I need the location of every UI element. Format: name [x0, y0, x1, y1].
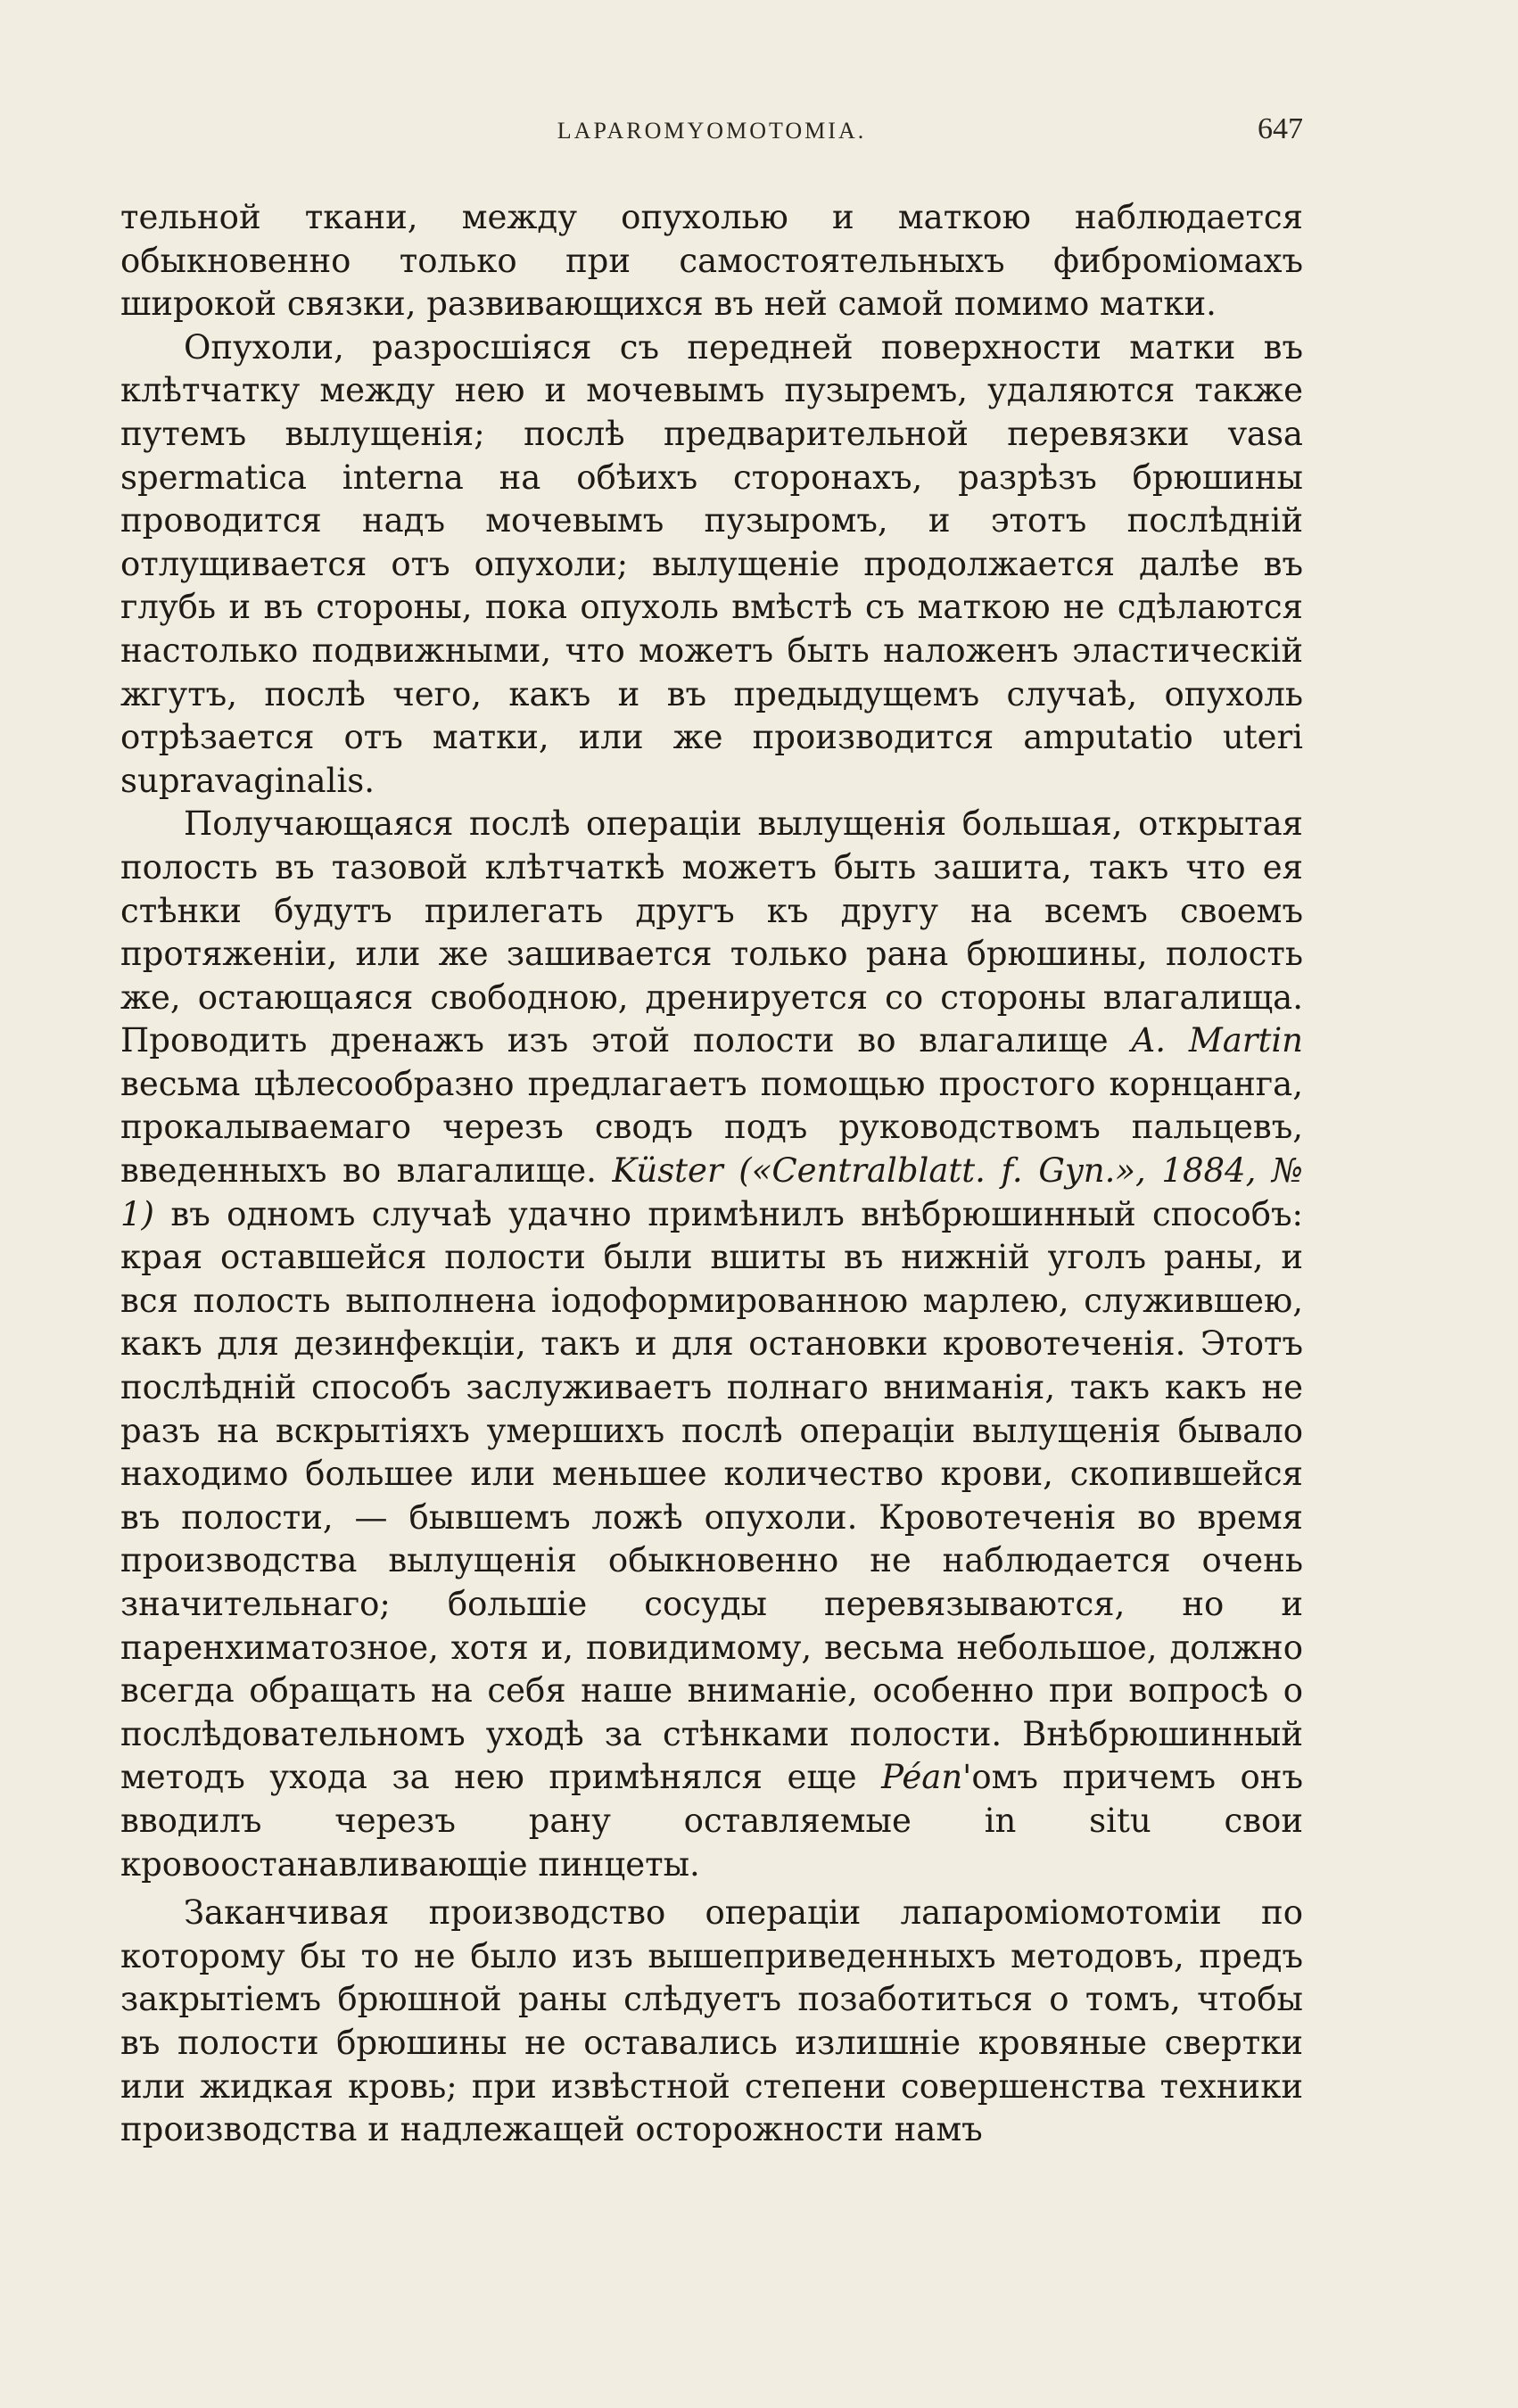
paragraph-3-part-3: въ одномъ случаѣ удачно примѣнилъ внѣбрюшинный способъ: края оставшейся полости были вшиты въ нижній уголъ раны, и вся полость выполнена іодоформированною марлею, служившею, какъ для дезинфекціи, такъ и для остановки кровотеченія. Этотъ послѣдній способъ заслуживаетъ полнаго вниманія, такъ какъ не разъ на вскрытіяхъ умершихъ послѣ операціи вылущенія бывало находимо большее или меньшее количество крови, скопившейся въ полости, — бывшемъ ложѣ опухоли. Кровотеченія во время производства вылущенія обыкновенно не наблюдается очень значительнаго; большіе сосуды перевязываются, но и паренхиматозное, хотя и, повидимому, весьма небольшое, должно всегда обращать на себя наше вниманіе, особенно при вопросѣ о послѣдовательномъ уходѣ за стѣнками полости. Внѣбрюшинный методъ ухода за нею примѣнялся еще [120, 1194, 1303, 1797]
paragraph-3-part-1: Получающаяся послѣ операціи вылущенія большая, открытая полость въ тазовой клѣтчаткѣ можетъ быть зашита, такъ что ея стѣнки будутъ прилегать другъ къ другу на всемъ своемъ протяженіи, или же зашивается только рана брюшины, полость же, остающаяся свободною, дренируется со стороны влагалища. Проводить дренажъ изъ этой полости во влагалище [120, 804, 1303, 1060]
body-text [120, 196, 1303, 2152]
paragraph-4: Заканчивая производство операціи лапароміомотоміи по которому бы то не было изъ вышеприведенныхъ методовъ, предъ закрытіемъ брюшной раны слѣдуетъ позаботиться о томъ, чтобы въ полости брюшины не оставались излишніе кровяные свертки или жидкая кровь; при извѣстной степени совершенства техники производства и надлежащей осторожности намъ [120, 1893, 1303, 2149]
author-name-martin: A. Martin [1131, 1021, 1303, 1060]
paragraph-3 [120, 803, 1303, 1886]
paragraph-1: тельной ткани, между опухолью и маткою наблюдается обыкновенно только при самостоятельныхъ фиброміомахъ широкой связки, развивающихся въ ней самой помимо матки. [120, 198, 1303, 324]
running-title: LAPAROMYOMOTOMIA. [557, 118, 867, 144]
author-name-pean: Péan [881, 1758, 963, 1797]
citation-kuster: Küster («Centralblatt. f. Gyn.», 1884, № 1) [120, 1151, 1304, 1233]
page-number: 647 [1258, 112, 1303, 145]
page-header [120, 112, 1303, 153]
paragraph-3-part-2: весьма цѣлесообразно предлагаетъ помощью простого корнцанга, прокалываемаго черезъ сводъ подъ руководствомъ пальцевъ, введенныхъ во влагалище. [120, 1064, 1303, 1191]
paragraph-2: Опухоли, разросшіяся съ передней поверхности матки въ клѣтчатку между нею и мочевымъ пузыремъ, удаляются также путемъ вылущенія; послѣ предварительной перевязки vasa spermatica interna на обѣихъ сторонахъ, разрѣзъ брюшины проводится надъ мочевымъ пузыромъ, и этотъ послѣдній отлущивается отъ опухоли; вылущеніе продолжается далѣе въ глубь и въ стороны, пока опухоль вмѣстѣ съ маткою не сдѣлаются настолько подвижными, что можетъ быть наложенъ эластическій жгутъ, послѣ чего, какъ и въ предыдущемъ случаѣ, опухоль отрѣзается отъ матки, или же производится amputatio uteri supravaginalis. [120, 327, 1303, 800]
paragraph-3-part-4: 'омъ причемъ онъ вводилъ черезъ рану оставляемые in situ свои кровоостанавливающіе пинцеты. [120, 1758, 1303, 1884]
